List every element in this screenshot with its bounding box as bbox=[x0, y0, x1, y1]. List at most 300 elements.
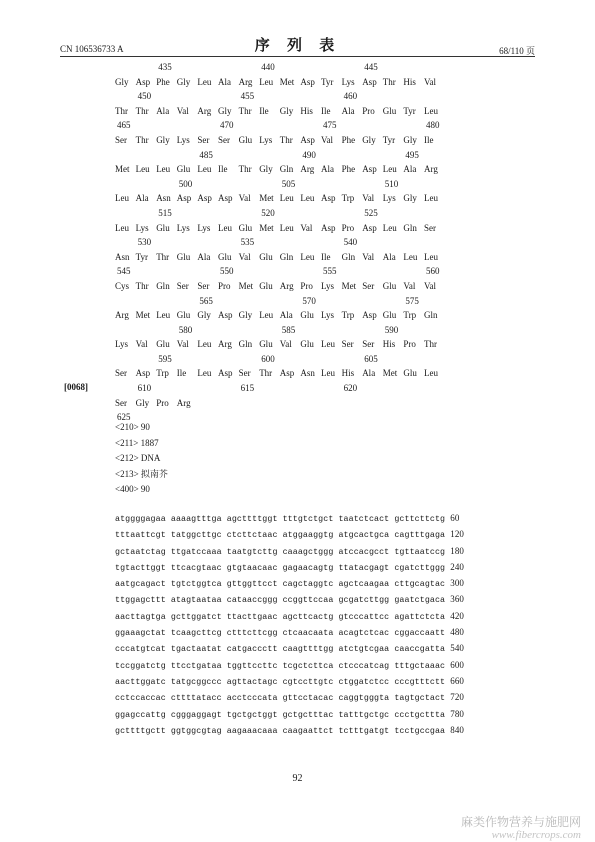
residue: Thr bbox=[424, 339, 437, 350]
residue-row bbox=[115, 279, 445, 294]
residue: Leu bbox=[197, 76, 212, 87]
residue: Ser bbox=[115, 368, 127, 379]
residue: Arg bbox=[176, 397, 191, 408]
dna-row bbox=[115, 576, 464, 592]
residue: Lys bbox=[176, 134, 190, 145]
residue: Tyr bbox=[321, 76, 334, 87]
dna-row bbox=[115, 592, 464, 608]
residue: Val bbox=[135, 339, 148, 350]
sequence-metadata bbox=[115, 420, 168, 498]
residue-row bbox=[115, 396, 445, 411]
residue: Lys bbox=[135, 222, 149, 233]
residue: Ala bbox=[341, 105, 355, 116]
residue: Leu bbox=[259, 310, 274, 321]
position-number: 485 bbox=[199, 149, 213, 160]
dna-sequence: ggagccattg cgggaggagt tgctgctggt gctgctttac tatttgctgc ccctgcttta bbox=[115, 710, 451, 720]
position-number: 470 bbox=[220, 120, 234, 131]
residue: Leu bbox=[382, 164, 397, 175]
residue: Glu bbox=[382, 310, 397, 321]
residue: Leu bbox=[424, 368, 438, 379]
residue: Ser bbox=[218, 134, 230, 145]
dna-row bbox=[115, 560, 464, 576]
residue: Thr bbox=[135, 134, 149, 145]
position-number: 540 bbox=[343, 237, 358, 248]
residue: Leu bbox=[115, 222, 129, 233]
residue: Ser bbox=[197, 280, 210, 291]
dna-sequence: tgtacttggt ttcacgtaac gtgtaacaac gagaacagtg ttatacgagt cgatcttggg bbox=[115, 563, 451, 573]
residue: Val bbox=[176, 105, 189, 116]
header-divider bbox=[60, 56, 535, 57]
residue: Glu bbox=[238, 134, 253, 145]
residue: Met bbox=[279, 76, 295, 87]
page-title: 序 列 表 bbox=[254, 36, 341, 54]
residue: Ala bbox=[403, 164, 417, 175]
dna-position-number: 660 bbox=[450, 675, 465, 686]
residue: Asp bbox=[321, 222, 336, 233]
residue: Phe bbox=[341, 134, 356, 145]
residue: Thr bbox=[238, 105, 252, 116]
residue-row bbox=[115, 308, 445, 323]
position-number: 585 bbox=[281, 324, 296, 335]
residue-row bbox=[115, 250, 445, 265]
residue-row bbox=[115, 133, 445, 148]
position-number: 490 bbox=[302, 149, 316, 160]
residue-row bbox=[115, 104, 445, 119]
dna-sequence: tccggatctg ttcctgataa tggttccttc tcgctcttca ctcccatcag tttgctaaac bbox=[115, 661, 451, 671]
residue: Val bbox=[362, 251, 375, 262]
residue: Ser bbox=[424, 222, 436, 233]
dna-sequence: aacttagtga gcttggatct ttacttgaac agcttcactg gtcccattcc agattctctа bbox=[115, 612, 451, 622]
residue: Pro bbox=[403, 339, 416, 350]
dna-position-number: 360 bbox=[450, 594, 465, 605]
residue: Gln bbox=[279, 164, 294, 175]
residue: Thr bbox=[156, 251, 170, 262]
residue: Met bbox=[259, 193, 274, 204]
position-number: 625 bbox=[117, 412, 131, 423]
watermark-url: www.fibercrops.com bbox=[491, 829, 581, 841]
residue-row bbox=[115, 191, 445, 206]
dna-row bbox=[115, 625, 464, 641]
position-number-row bbox=[115, 89, 445, 104]
residue: Ser bbox=[362, 280, 375, 291]
residue: Ala bbox=[135, 193, 149, 204]
position-number-row bbox=[115, 177, 445, 192]
residue: Gly bbox=[218, 105, 232, 116]
position-number: 610 bbox=[137, 383, 152, 394]
dna-row bbox=[115, 544, 464, 560]
protein-sequence-block bbox=[115, 60, 445, 425]
residue: Met bbox=[135, 310, 151, 321]
residue: Glu bbox=[238, 222, 253, 233]
residue: Pro bbox=[156, 397, 169, 408]
position-number: 480 bbox=[426, 120, 440, 131]
residue: Asp bbox=[135, 76, 151, 87]
residue: Asn bbox=[115, 251, 130, 262]
dna-position-number: 780 bbox=[450, 708, 465, 719]
residue: Val bbox=[238, 193, 251, 204]
residue: Ser bbox=[176, 280, 189, 291]
residue: Lys bbox=[259, 134, 273, 145]
dna-row bbox=[115, 609, 464, 625]
residue: Ser bbox=[197, 134, 210, 145]
residue: Lys bbox=[321, 280, 335, 291]
metadata-line: <211> 1887 bbox=[115, 437, 159, 448]
residue: Gly bbox=[176, 76, 191, 87]
position-number-row bbox=[115, 235, 445, 250]
residue: Glu bbox=[176, 164, 191, 175]
residue: Gln bbox=[156, 280, 170, 291]
page-counter: 68/110 页 bbox=[499, 46, 535, 56]
residue-row bbox=[115, 337, 445, 352]
residue: His bbox=[403, 76, 416, 87]
residue: Gln bbox=[403, 222, 417, 233]
residue: Leu bbox=[197, 339, 212, 350]
residue-row bbox=[115, 366, 445, 381]
residue: Pro bbox=[362, 105, 375, 116]
residue: Arg bbox=[197, 105, 212, 116]
position-number: 590 bbox=[384, 324, 399, 335]
position-number: 560 bbox=[426, 266, 440, 277]
residue: Leu bbox=[321, 339, 335, 350]
dna-sequence: cctccaccac cttttatacc acctcccata gttcctacac caggtgggta tagtgctact bbox=[115, 694, 451, 704]
residue: Ser bbox=[341, 339, 354, 350]
position-number: 505 bbox=[281, 178, 296, 189]
position-number-row bbox=[115, 352, 445, 367]
position-number: 515 bbox=[158, 207, 172, 218]
residue: Ala bbox=[218, 76, 231, 87]
position-number: 455 bbox=[240, 91, 255, 102]
residue: Ile bbox=[321, 105, 331, 116]
dna-row bbox=[115, 707, 464, 723]
metadata-line: <210> 90 bbox=[115, 422, 150, 432]
dna-sequence: ttggagcttt atagtaataa cataaccggg ccggttccaa gcgatcttgg gaatctgaca bbox=[115, 596, 451, 606]
dna-row bbox=[115, 527, 464, 543]
dna-sequence: aacttggatc tatgcggccc agttactagc cgtccttgtc ctggatctcc cccgtttctt bbox=[115, 677, 451, 687]
residue: Tyr bbox=[382, 134, 396, 145]
position-number: 535 bbox=[240, 237, 255, 248]
residue: Asp bbox=[218, 193, 233, 204]
residue: Lys bbox=[115, 339, 129, 350]
position-number: 605 bbox=[364, 353, 378, 364]
residue: Thr bbox=[238, 164, 252, 175]
residue: Gly bbox=[135, 397, 150, 408]
residue: Asp bbox=[362, 76, 377, 87]
residue: Gln bbox=[279, 251, 294, 262]
dna-sequence: aatgcagact tgtctggtca gttggttcct cagctaggtc agctcaagaa cttgcagtac bbox=[115, 580, 451, 590]
position-number: 555 bbox=[323, 266, 337, 277]
residue: Ser bbox=[238, 368, 251, 379]
dna-position-number: 240 bbox=[450, 561, 465, 572]
dna-position-number: 840 bbox=[450, 724, 465, 735]
residue: Asn bbox=[300, 368, 315, 379]
position-number-row bbox=[115, 294, 445, 309]
residue: Leu bbox=[300, 193, 315, 204]
dna-row bbox=[115, 690, 464, 706]
residue: Glu bbox=[259, 280, 273, 291]
residue: Ala bbox=[321, 164, 334, 175]
dna-sequence: atggggagaa aaaagtttga agcttttggt tttgtctgct taatctcact gcttcttctg bbox=[115, 515, 451, 524]
residue: Gln bbox=[238, 339, 253, 350]
dna-row bbox=[115, 674, 464, 690]
residue: Ala bbox=[382, 251, 396, 262]
position-number: 550 bbox=[220, 266, 234, 277]
dna-row bbox=[115, 723, 464, 739]
residue: Glu bbox=[259, 251, 273, 262]
residue: Thr bbox=[259, 368, 273, 379]
residue: Lys bbox=[321, 310, 335, 321]
position-number: 495 bbox=[405, 149, 419, 160]
position-number: 600 bbox=[261, 353, 275, 364]
residue: Arg bbox=[424, 164, 438, 175]
patent-number: CN 106536733 A bbox=[60, 44, 124, 54]
residue: Glu bbox=[259, 339, 273, 350]
residue: Val bbox=[279, 339, 292, 350]
metadata-line: <213> 拟南芥 bbox=[115, 468, 168, 479]
dna-sequence-block bbox=[115, 511, 464, 739]
dna-position-number: 420 bbox=[450, 610, 465, 621]
residue: Pro bbox=[341, 222, 355, 233]
residue: Val bbox=[176, 339, 189, 350]
dna-position-number: 600 bbox=[450, 659, 465, 670]
residue: Leu bbox=[156, 164, 171, 175]
residue: Glu bbox=[382, 105, 397, 116]
residue: Ser bbox=[362, 339, 375, 350]
position-number: 500 bbox=[178, 178, 193, 189]
residue: Glu bbox=[218, 251, 232, 262]
position-number-row bbox=[115, 381, 445, 396]
residue: Ile bbox=[259, 105, 269, 116]
residue: Val bbox=[424, 280, 436, 291]
metadata-line: <212> DNA bbox=[115, 453, 161, 463]
residue: Trp bbox=[403, 310, 417, 321]
residue: Thr bbox=[135, 105, 149, 116]
residue: Asp bbox=[218, 310, 233, 321]
residue: Leu bbox=[424, 193, 438, 204]
residue: Val bbox=[238, 251, 251, 262]
dna-sequence: gcttttgctt ggtggcgtag aagaaacaaa caagaattct tctttgatgt tcctgccgaa bbox=[115, 726, 451, 736]
residue: Lys bbox=[341, 76, 355, 87]
residue: Glu bbox=[176, 251, 191, 262]
residue: Gly bbox=[115, 76, 129, 87]
residue: Met bbox=[341, 280, 357, 291]
residue: Leu bbox=[321, 368, 335, 379]
residue: Val bbox=[321, 134, 333, 145]
residue: Ile bbox=[218, 164, 228, 175]
residue: Ile bbox=[176, 368, 187, 379]
residue: Ile bbox=[424, 134, 434, 145]
residue: Ser bbox=[115, 134, 127, 145]
position-number-row bbox=[115, 323, 445, 338]
dna-sequence: ggaaagctat tcaagcttcg ctttcttcgg ctcaacaata acagtctcac cggaccaatt bbox=[115, 629, 451, 639]
residue-row bbox=[115, 75, 445, 90]
dna-row bbox=[115, 658, 464, 674]
position-number: 435 bbox=[158, 62, 172, 72]
residue: Glu bbox=[300, 339, 314, 350]
residue: Asp bbox=[362, 310, 377, 321]
position-number: 440 bbox=[261, 62, 275, 72]
residue-row bbox=[115, 221, 445, 236]
residue: Asp bbox=[362, 164, 377, 175]
residue: Gln bbox=[341, 251, 356, 262]
residue: Asp bbox=[362, 222, 377, 233]
residue: Val bbox=[362, 193, 375, 204]
residue: Leu bbox=[279, 193, 294, 204]
residue: Phe bbox=[341, 164, 356, 175]
residue: Leu bbox=[197, 368, 212, 379]
page-number: 92 bbox=[292, 773, 303, 784]
residue: Gly bbox=[403, 134, 417, 145]
residue: Leu bbox=[218, 222, 232, 233]
residue: Asp bbox=[300, 134, 315, 145]
residue: Leu bbox=[424, 251, 438, 262]
residue: Gly bbox=[279, 105, 294, 116]
residue: Glu bbox=[300, 310, 314, 321]
residue: Met bbox=[259, 222, 274, 233]
dna-sequence: tttaattcgt tatggcttgc ctcttctaac atggaaggtg atgcactgca cagtttgaga bbox=[115, 531, 451, 541]
residue: Glu bbox=[382, 280, 397, 291]
residue: Arg bbox=[300, 164, 315, 175]
residue: Ala bbox=[156, 105, 170, 116]
position-number-row bbox=[115, 118, 445, 133]
residue: Ala bbox=[279, 310, 293, 321]
dna-position-number: 720 bbox=[450, 692, 465, 703]
position-number: 595 bbox=[158, 353, 172, 364]
residue: Leu bbox=[279, 222, 294, 233]
residue: Gly bbox=[259, 164, 273, 175]
position-number: 520 bbox=[261, 207, 275, 218]
position-number: 615 bbox=[240, 383, 255, 394]
dna-sequence: gctaatctag ttgatccaaa taatgtcttg caaagctggg atccacgcct tgttaatccg bbox=[115, 547, 451, 557]
position-number: 510 bbox=[384, 178, 399, 189]
residue: Met bbox=[238, 280, 254, 291]
position-number: 525 bbox=[364, 207, 378, 218]
residue: Asp bbox=[218, 368, 233, 379]
position-number: 570 bbox=[302, 295, 316, 306]
residue: Leu bbox=[156, 310, 171, 321]
page-header bbox=[60, 30, 535, 58]
residue-row bbox=[115, 162, 445, 177]
residue: Gly bbox=[238, 310, 253, 321]
residue: Glu bbox=[156, 339, 170, 350]
position-number-row bbox=[115, 60, 445, 75]
dna-position-number: 540 bbox=[450, 643, 465, 654]
dna-position-number: 300 bbox=[450, 578, 465, 589]
position-number: 565 bbox=[199, 295, 213, 306]
residue: Met bbox=[382, 368, 398, 379]
watermark-text: 麻类作物营养与施肥网 bbox=[460, 815, 581, 829]
position-number: 445 bbox=[364, 62, 378, 72]
position-number: 545 bbox=[117, 266, 131, 277]
residue: Arg bbox=[238, 76, 253, 87]
residue: His bbox=[341, 368, 355, 379]
dna-row bbox=[115, 641, 464, 657]
residue: Cys bbox=[115, 280, 130, 291]
residue: Leu bbox=[424, 105, 438, 116]
residue: Ala bbox=[362, 368, 376, 379]
paragraph-marker: [0068] bbox=[64, 382, 88, 392]
dna-position-number: 60 bbox=[450, 513, 460, 523]
dna-sequence: cccatgtcat tgactaatat catgaccctt caagttttgg atctgtcgaa caaccgatta bbox=[115, 645, 451, 655]
residue: Thr bbox=[279, 134, 293, 145]
position-number: 530 bbox=[137, 237, 152, 248]
dna-row bbox=[115, 511, 464, 527]
residue: Lys bbox=[382, 193, 396, 204]
residue: Asp bbox=[176, 193, 192, 204]
residue: Trp bbox=[341, 193, 355, 204]
residue: Trp bbox=[341, 310, 355, 321]
position-number: 450 bbox=[137, 91, 152, 102]
residue: Ala bbox=[197, 251, 211, 262]
residue: Leu bbox=[300, 251, 315, 262]
residue: His bbox=[300, 105, 313, 116]
residue: Gln bbox=[424, 310, 438, 321]
residue: Glu bbox=[156, 222, 170, 233]
residue: Ser bbox=[115, 397, 127, 408]
position-number: 475 bbox=[323, 120, 337, 131]
residue: Asp bbox=[197, 193, 212, 204]
position-number: 575 bbox=[405, 295, 419, 306]
residue: Leu bbox=[115, 193, 129, 204]
position-number-row bbox=[115, 148, 445, 163]
position-number-row bbox=[115, 264, 445, 279]
residue: Gly bbox=[156, 134, 170, 145]
residue: Ile bbox=[321, 251, 331, 262]
residue: Glu bbox=[176, 310, 191, 321]
dna-position-number: 480 bbox=[450, 627, 465, 638]
residue: Met bbox=[115, 164, 130, 175]
dna-position-number: 120 bbox=[450, 529, 465, 540]
residue: Lys bbox=[176, 222, 190, 233]
position-number: 465 bbox=[117, 120, 131, 131]
residue: Asp bbox=[300, 76, 315, 87]
residue: Gly bbox=[403, 193, 417, 204]
residue: Leu bbox=[135, 164, 150, 175]
residue: Leu bbox=[259, 76, 274, 87]
residue: Phe bbox=[156, 76, 170, 87]
residue: Asp bbox=[279, 368, 295, 379]
residue: Thr bbox=[135, 280, 149, 291]
residue: Pro bbox=[300, 280, 313, 291]
residue: Thr bbox=[382, 76, 396, 87]
residue: Val bbox=[424, 76, 436, 87]
position-number: 620 bbox=[343, 383, 358, 394]
residue: Asp bbox=[135, 368, 151, 379]
dna-position-number: 180 bbox=[450, 545, 465, 556]
residue: Asn bbox=[156, 193, 171, 204]
position-number: 460 bbox=[343, 91, 358, 102]
residue: Gly bbox=[197, 310, 211, 321]
position-number: 580 bbox=[178, 324, 193, 335]
residue: Lys bbox=[197, 222, 211, 233]
residue: Leu bbox=[382, 222, 397, 233]
residue: Tyr bbox=[403, 105, 416, 116]
residue: Leu bbox=[403, 251, 418, 262]
residue: Leu bbox=[197, 164, 212, 175]
residue: Gly bbox=[362, 134, 376, 145]
residue: Val bbox=[300, 222, 313, 233]
residue: Arg bbox=[279, 280, 294, 291]
residue: Arg bbox=[218, 339, 232, 350]
residue: His bbox=[382, 339, 396, 350]
metadata-line: <400> 90 bbox=[115, 484, 150, 494]
position-number-row bbox=[115, 206, 445, 221]
residue: Tyr bbox=[135, 251, 148, 262]
residue: Trp bbox=[156, 368, 169, 379]
residue: Arg bbox=[115, 310, 129, 321]
residue: Pro bbox=[218, 280, 231, 291]
residue: Val bbox=[403, 280, 416, 291]
residue: Asp bbox=[321, 193, 336, 204]
